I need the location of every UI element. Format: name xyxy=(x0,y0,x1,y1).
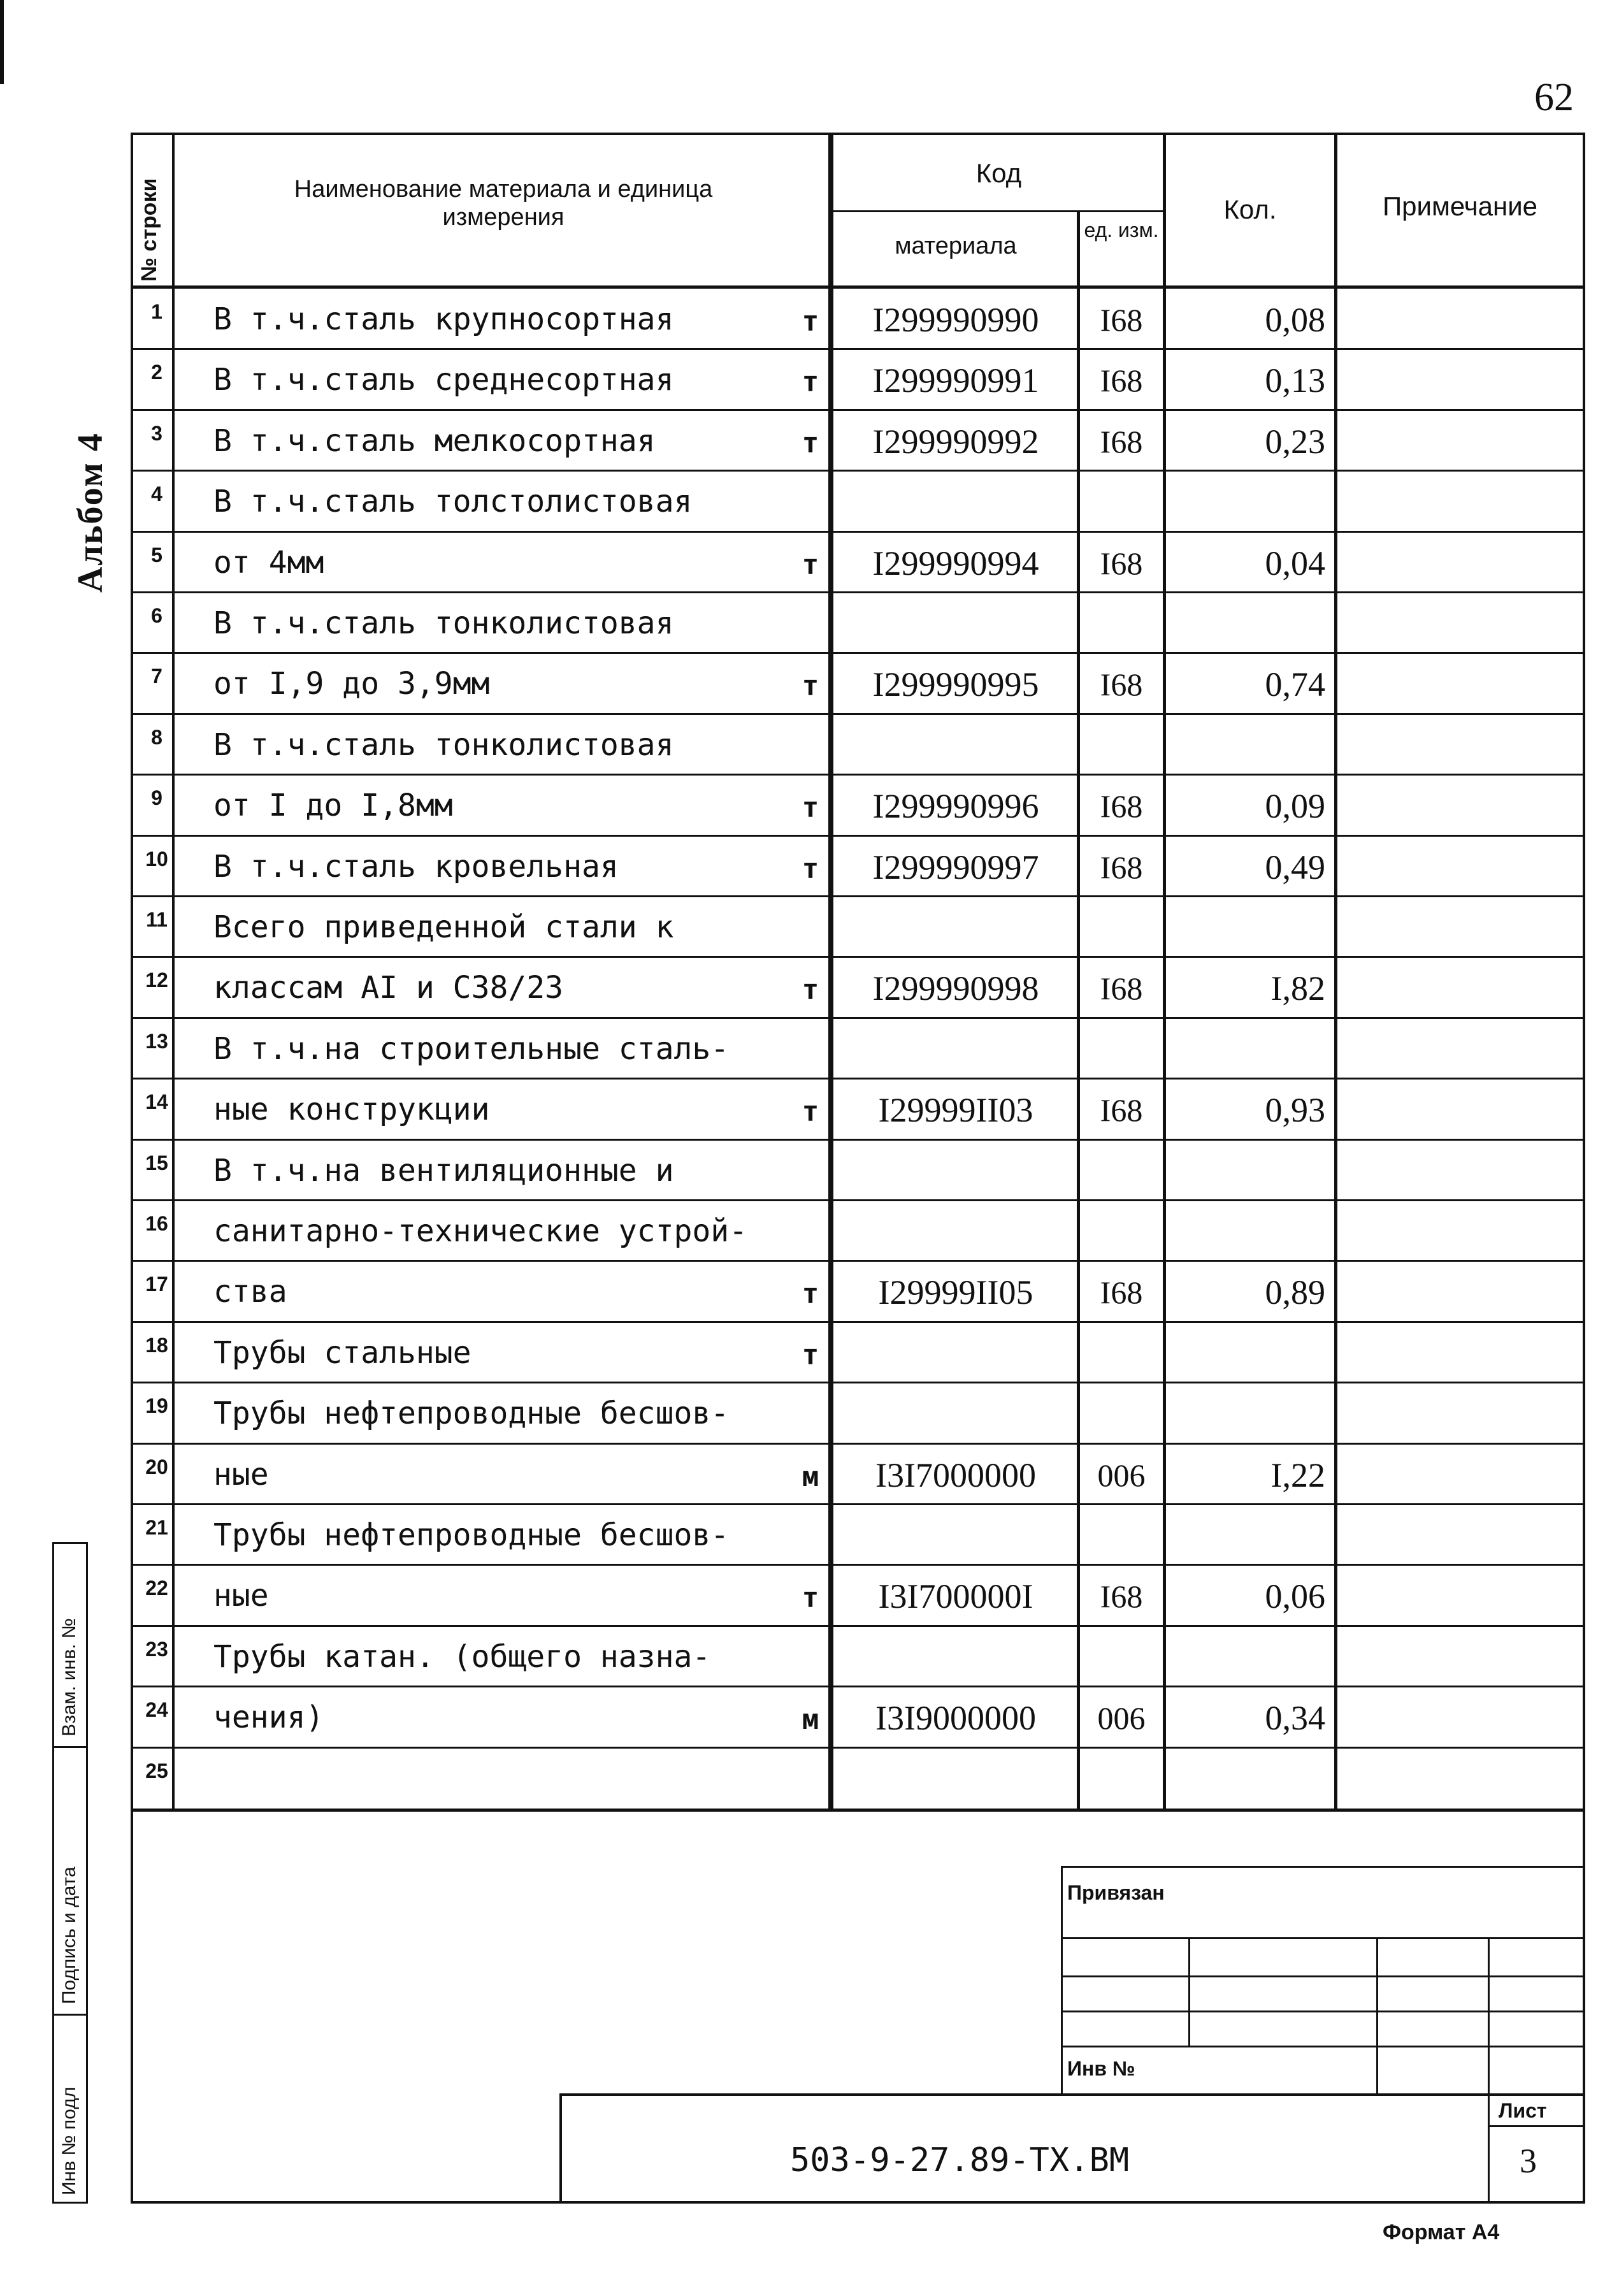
row-number: 2 xyxy=(151,361,162,384)
row-quantity: I,82 xyxy=(1270,969,1325,1008)
row-number: 10 xyxy=(145,847,168,870)
header-qty: Кол. xyxy=(1223,194,1277,224)
header-code: Код xyxy=(975,158,1022,188)
row-number: 16 xyxy=(145,1212,168,1235)
row-separator xyxy=(131,1382,1585,1383)
frame-left xyxy=(131,133,133,2204)
row-number: 17 xyxy=(145,1273,168,1296)
row-name: ные конструкции xyxy=(213,1092,490,1128)
row-quantity: 0,49 xyxy=(1265,848,1325,886)
row-number: 22 xyxy=(145,1577,168,1600)
row-quantity: 0,04 xyxy=(1265,544,1325,582)
row-name: В т.ч.на строительные сталь- xyxy=(213,1030,730,1067)
row-quantity: 0,74 xyxy=(1265,665,1325,704)
row-number: 13 xyxy=(145,1029,168,1053)
row-material-code: I29999II05 xyxy=(878,1273,1033,1312)
side-label-signature: Подпись и дата xyxy=(59,1866,80,2004)
row-quantity: I,22 xyxy=(1270,1455,1325,1494)
header-note: Примечание xyxy=(1382,191,1538,221)
row-name: В т.ч.сталь мелкосортная xyxy=(213,422,656,459)
row-material-code: I299990990 xyxy=(872,301,1039,339)
row-number: 25 xyxy=(145,1759,168,1782)
frame-bottom xyxy=(131,2201,1585,2204)
row-separator xyxy=(131,1078,1585,1079)
row-number: 3 xyxy=(151,421,162,445)
row-separator xyxy=(131,956,1585,958)
sheet-number-bar xyxy=(0,0,4,84)
format-label: Формат А4 xyxy=(1383,2220,1500,2244)
sheet-number: 62 xyxy=(1534,76,1574,119)
row-unit-code: I68 xyxy=(1100,545,1143,581)
row-unit: т xyxy=(802,366,819,399)
row-name: Трубы нефтепроводные бесшов- xyxy=(213,1396,730,1432)
row-name: ные xyxy=(213,1578,269,1614)
row-quantity: 0,93 xyxy=(1265,1091,1325,1130)
row-number: 6 xyxy=(151,604,162,627)
table-end-rule xyxy=(131,1809,1585,1812)
row-quantity: 0,13 xyxy=(1265,361,1325,400)
row-material-code: I299990994 xyxy=(872,544,1039,582)
row-name: Всего приведенной стали к xyxy=(213,909,674,945)
doc-code: 503-9-27.89-TX.BM xyxy=(790,2141,1130,2179)
stamp-vline-1 xyxy=(1188,1937,1190,2047)
row-number: 15 xyxy=(145,1151,168,1174)
row-unit: м xyxy=(802,1460,819,1493)
stamp-box-left xyxy=(1061,1866,1063,2095)
row-name: чения) xyxy=(213,1700,324,1736)
side-box-bottom xyxy=(52,2202,88,2204)
stamp-sheet-label: Лист xyxy=(1499,2099,1547,2122)
side-box-top xyxy=(52,1542,88,1544)
row-separator xyxy=(131,1017,1585,1019)
row-quantity: 0,23 xyxy=(1265,422,1325,461)
stamp-line-1 xyxy=(1061,1937,1585,1939)
row-number: 12 xyxy=(145,969,168,992)
header-row-no: № строки xyxy=(137,178,161,282)
row-unit-code: I68 xyxy=(1100,849,1143,885)
row-name: ные xyxy=(213,1456,269,1492)
row-separator xyxy=(131,1199,1585,1201)
row-separator xyxy=(131,1686,1585,1687)
row-separator xyxy=(131,531,1585,533)
title-box-left xyxy=(559,2093,562,2204)
header-name: Наименование материала и единица измерения xyxy=(294,176,713,231)
row-name: санитарно-технические устрой- xyxy=(213,1213,748,1249)
row-name: Трубы стальные xyxy=(213,1334,471,1371)
row-separator xyxy=(131,774,1585,776)
side-box-divider-2 xyxy=(52,2014,88,2016)
row-number: 1 xyxy=(151,300,162,323)
row-separator xyxy=(131,835,1585,837)
title-box-top xyxy=(559,2093,1585,2096)
col-line-qty xyxy=(1334,133,1337,1811)
row-name: В т.ч.сталь тонколистовая xyxy=(213,726,674,763)
row-number: 19 xyxy=(145,1394,168,1418)
row-unit: т xyxy=(802,1582,819,1615)
row-separator xyxy=(131,1321,1585,1323)
header-bottom-rule xyxy=(131,285,1585,289)
row-separator xyxy=(131,409,1585,411)
row-name: В т.ч.сталь толстолистовая xyxy=(213,484,693,520)
row-material-code: I299990995 xyxy=(872,665,1039,704)
row-material-code: I299990997 xyxy=(872,848,1039,886)
frame-top xyxy=(131,133,1585,135)
row-material-code: I299990996 xyxy=(872,787,1039,826)
side-label-vzam: Взам. инв. № xyxy=(59,1618,80,1736)
row-separator xyxy=(131,1564,1585,1566)
row-unit-code: I68 xyxy=(1100,1274,1143,1311)
row-number: 5 xyxy=(151,543,162,567)
row-unit: м xyxy=(802,1703,819,1736)
row-separator xyxy=(131,1260,1585,1262)
row-material-code: I299990991 xyxy=(872,361,1039,400)
stamp-attached: Привязан xyxy=(1067,1881,1165,1904)
row-name: от I до I,8мм xyxy=(213,788,453,824)
row-unit-code: I68 xyxy=(1100,1092,1143,1129)
side-label-inv-podl: Инв № подл xyxy=(59,2086,80,2195)
row-separator xyxy=(131,1625,1585,1627)
row-material-code: I299990998 xyxy=(872,969,1039,1008)
frame-right xyxy=(1583,133,1585,2204)
row-unit: т xyxy=(802,426,819,459)
row-quantity: 0,34 xyxy=(1265,1699,1325,1738)
row-unit-code: I68 xyxy=(1100,788,1143,825)
row-name: классам AI и C38/23 xyxy=(213,970,564,1006)
row-separator xyxy=(131,1139,1585,1141)
row-unit-code: I68 xyxy=(1100,1578,1143,1615)
stamp-line-4 xyxy=(1061,2046,1585,2047)
row-separator xyxy=(131,1503,1585,1505)
row-unit: т xyxy=(802,305,819,338)
row-quantity: 0,89 xyxy=(1265,1273,1325,1312)
stamp-line-2 xyxy=(1061,1975,1585,1977)
code-subheader-rule xyxy=(828,210,1165,212)
row-material-code: I3I9000000 xyxy=(875,1699,1036,1738)
row-separator xyxy=(131,1443,1585,1445)
row-number: 7 xyxy=(151,665,162,688)
row-name: Трубы нефтепроводные бесшов- xyxy=(213,1517,730,1553)
row-number: 20 xyxy=(145,1455,168,1478)
stamp-inv-no: Инв № xyxy=(1067,2057,1135,2080)
side-box-left-edge xyxy=(52,1542,54,2204)
row-number: 9 xyxy=(151,786,162,810)
row-unit-code: I68 xyxy=(1100,423,1143,459)
row-name: В т.ч.сталь тонколистовая xyxy=(213,605,674,641)
row-unit: т xyxy=(802,548,819,581)
row-material-code: I299990992 xyxy=(872,422,1039,461)
row-unit-code: I68 xyxy=(1100,971,1143,1007)
album-label: Альбом 4 xyxy=(71,432,110,593)
row-number: 4 xyxy=(151,482,162,506)
row-quantity: 0,09 xyxy=(1265,787,1325,826)
row-unit-code: I68 xyxy=(1100,302,1143,338)
row-name: В т.ч.сталь кровельная xyxy=(213,848,619,884)
row-number: 11 xyxy=(146,908,168,931)
row-material-code: I3I700000I xyxy=(878,1577,1033,1616)
row-unit: т xyxy=(802,1095,819,1129)
row-material-code: I3I7000000 xyxy=(875,1455,1036,1494)
header-unit-code: ед. изм. xyxy=(1084,219,1159,242)
header-material: материала xyxy=(895,233,1017,259)
stamp-vline-3 xyxy=(1488,1937,1490,2204)
row-number: 14 xyxy=(145,1090,168,1114)
row-name: В т.ч.сталь среднесортная xyxy=(213,362,674,398)
row-unit: т xyxy=(802,1278,819,1311)
row-separator xyxy=(131,470,1585,472)
row-separator xyxy=(131,591,1585,593)
row-unit: т xyxy=(802,974,819,1007)
row-unit-code: I68 xyxy=(1100,363,1143,399)
row-name: ства xyxy=(213,1274,287,1310)
row-number: 8 xyxy=(151,725,162,749)
side-box-divider-1 xyxy=(52,1746,88,1748)
row-unit-code: 006 xyxy=(1097,1700,1146,1736)
row-separator xyxy=(131,1747,1585,1749)
row-separator xyxy=(131,895,1585,897)
stamp-line-3 xyxy=(1061,2011,1585,2012)
row-unit: т xyxy=(802,852,819,885)
row-number: 24 xyxy=(145,1698,168,1722)
row-separator xyxy=(131,713,1585,715)
row-name: В т.ч.сталь крупносортная xyxy=(213,301,674,337)
row-quantity: 0,06 xyxy=(1265,1577,1325,1616)
row-name: Трубы катан. (общего назна- xyxy=(213,1638,711,1675)
row-unit: т xyxy=(802,1338,819,1371)
row-name: от 4мм xyxy=(213,544,324,581)
row-unit: т xyxy=(802,791,819,825)
row-name: от I,9 до 3,9мм xyxy=(213,666,490,702)
row-unit: т xyxy=(802,670,819,703)
row-unit-code: 006 xyxy=(1097,1457,1146,1493)
stamp-vline-2 xyxy=(1376,1937,1378,2095)
row-number: 21 xyxy=(145,1516,168,1539)
row-unit-code: I68 xyxy=(1100,667,1143,703)
side-box-right-edge xyxy=(86,1542,88,2204)
col-line-rownum xyxy=(172,133,175,1811)
stamp-sheet-value: 3 xyxy=(1520,2142,1537,2180)
row-number: 23 xyxy=(145,1637,168,1661)
sheet-label-rule xyxy=(1488,2125,1585,2127)
row-material-code: I29999II03 xyxy=(878,1091,1033,1130)
row-quantity: 0,08 xyxy=(1265,301,1325,339)
row-separator xyxy=(131,652,1585,654)
row-separator xyxy=(131,348,1585,350)
row-name: В т.ч.на вентиляционные и xyxy=(213,1152,674,1188)
row-number: 18 xyxy=(145,1333,168,1357)
stamp-box-top xyxy=(1061,1866,1585,1868)
